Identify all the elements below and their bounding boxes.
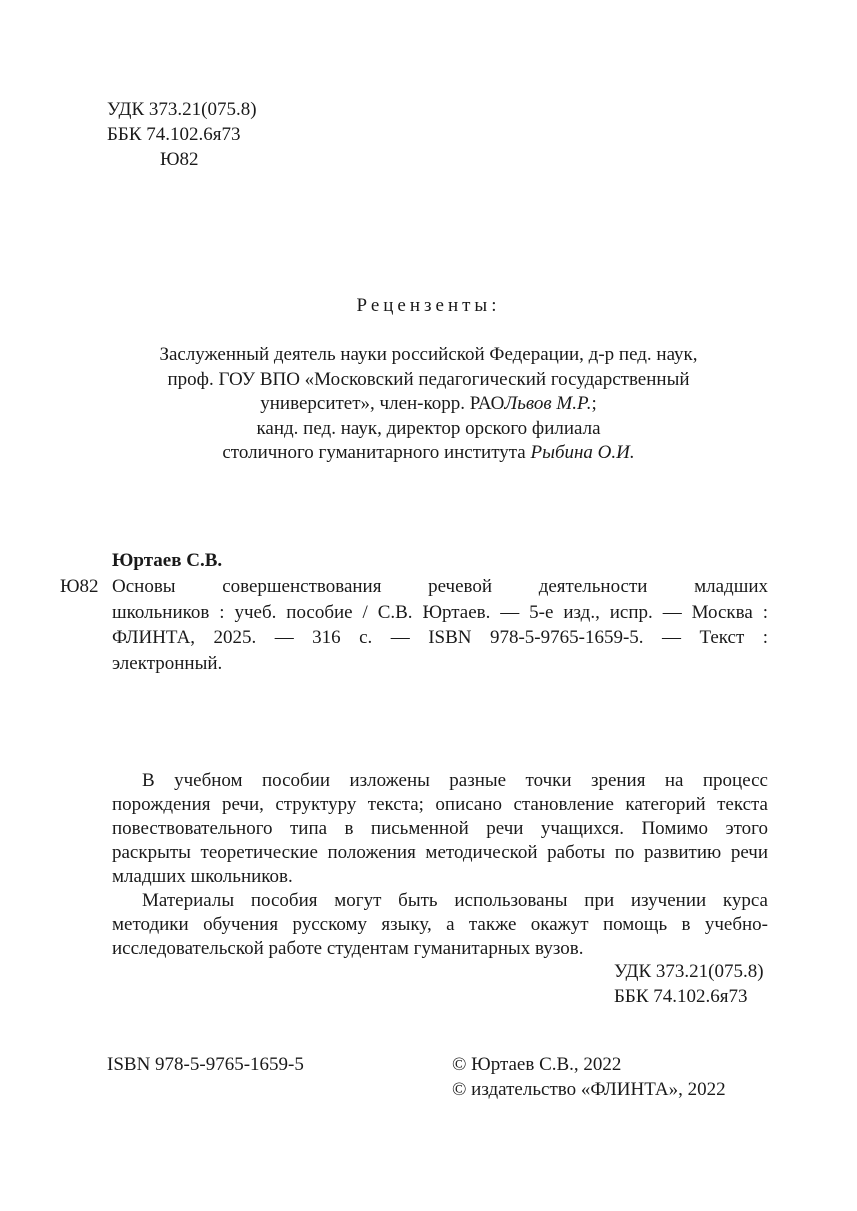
copyright-publisher: © издательство «ФЛИНТА», 2022 <box>452 1079 726 1100</box>
copyright-author: © Юртаев С.В., 2022 <box>452 1054 622 1075</box>
reviewer-separator: ; <box>591 393 597 414</box>
record-author: Юртаев С.В. <box>112 550 223 571</box>
reviewer-line: канд. пед. наук, директор орского филиала <box>256 417 601 439</box>
reviewer-name: Львов М.Р. <box>504 393 592 414</box>
annotation-line: раскрыты теоретические положения методической работы по развитию речи <box>112 842 768 863</box>
reviewer-line: проф. ГОУ ВПО «Московский педагогический государственный <box>167 368 690 390</box>
reviewer-credentials: университет», член-корр. РАО <box>260 393 505 414</box>
record-line: школьников : учеб. пособие / С.В. Юртаев. — 5-е изд., испр. — Москва : <box>112 601 768 623</box>
annotation-line: методики обучения русскому языку, а также окажут помощь в учебно- <box>112 914 768 935</box>
record-line: Основы совершенствования речевой деятельности младших <box>112 576 768 597</box>
record-author-mark: Ю82 <box>60 576 99 597</box>
annotation <box>112 769 768 961</box>
annotation-line: исследовательской работе студентам гуманитарных вузов. <box>112 938 584 959</box>
reviewers-list <box>0 343 857 466</box>
udk-code-bottom: УДК 373.21(075.8) <box>614 961 764 982</box>
annotation-line: В учебном пособии изложены разные точки зрения на процесс <box>142 770 768 791</box>
record-line: ФЛИНТА, 2025. — 316 с. — ISBN 978-5-9765-1659-5. — Текст : <box>112 627 768 648</box>
bibliographic-record <box>112 575 768 677</box>
annotation-line: повествовательного типа в письменной речи учащихся. Помимо этого <box>112 818 768 839</box>
reviewer-line: Заслуженный деятель науки российской Федерации, д-р пед. наук, <box>159 344 698 365</box>
reviewer-line <box>0 392 857 417</box>
author-mark: Ю82 <box>160 149 199 170</box>
udk-code: УДК 373.21(075.8) <box>107 99 257 120</box>
annotation-line: порождения речи, структуру текста; описано становление категорий текста <box>112 794 768 815</box>
isbn: ISBN 978-5-9765-1659-5 <box>107 1054 304 1075</box>
reviewer-line <box>0 441 857 466</box>
reviewers-heading: Рецензенты: <box>356 295 501 316</box>
bbk-code-bottom: ББК 74.102.6я73 <box>614 986 748 1007</box>
record-line: электронный. <box>112 652 223 674</box>
annotation-line: младших школьников. <box>112 866 293 887</box>
annotation-line: Материалы пособия могут быть использованы при изучении курса <box>142 890 768 911</box>
bbk-code: ББК 74.102.6я73 <box>107 124 241 145</box>
reviewer-affiliation: столичного гуманитарного института <box>222 442 531 463</box>
reviewer-name: Рыбина О.И. <box>530 442 635 463</box>
